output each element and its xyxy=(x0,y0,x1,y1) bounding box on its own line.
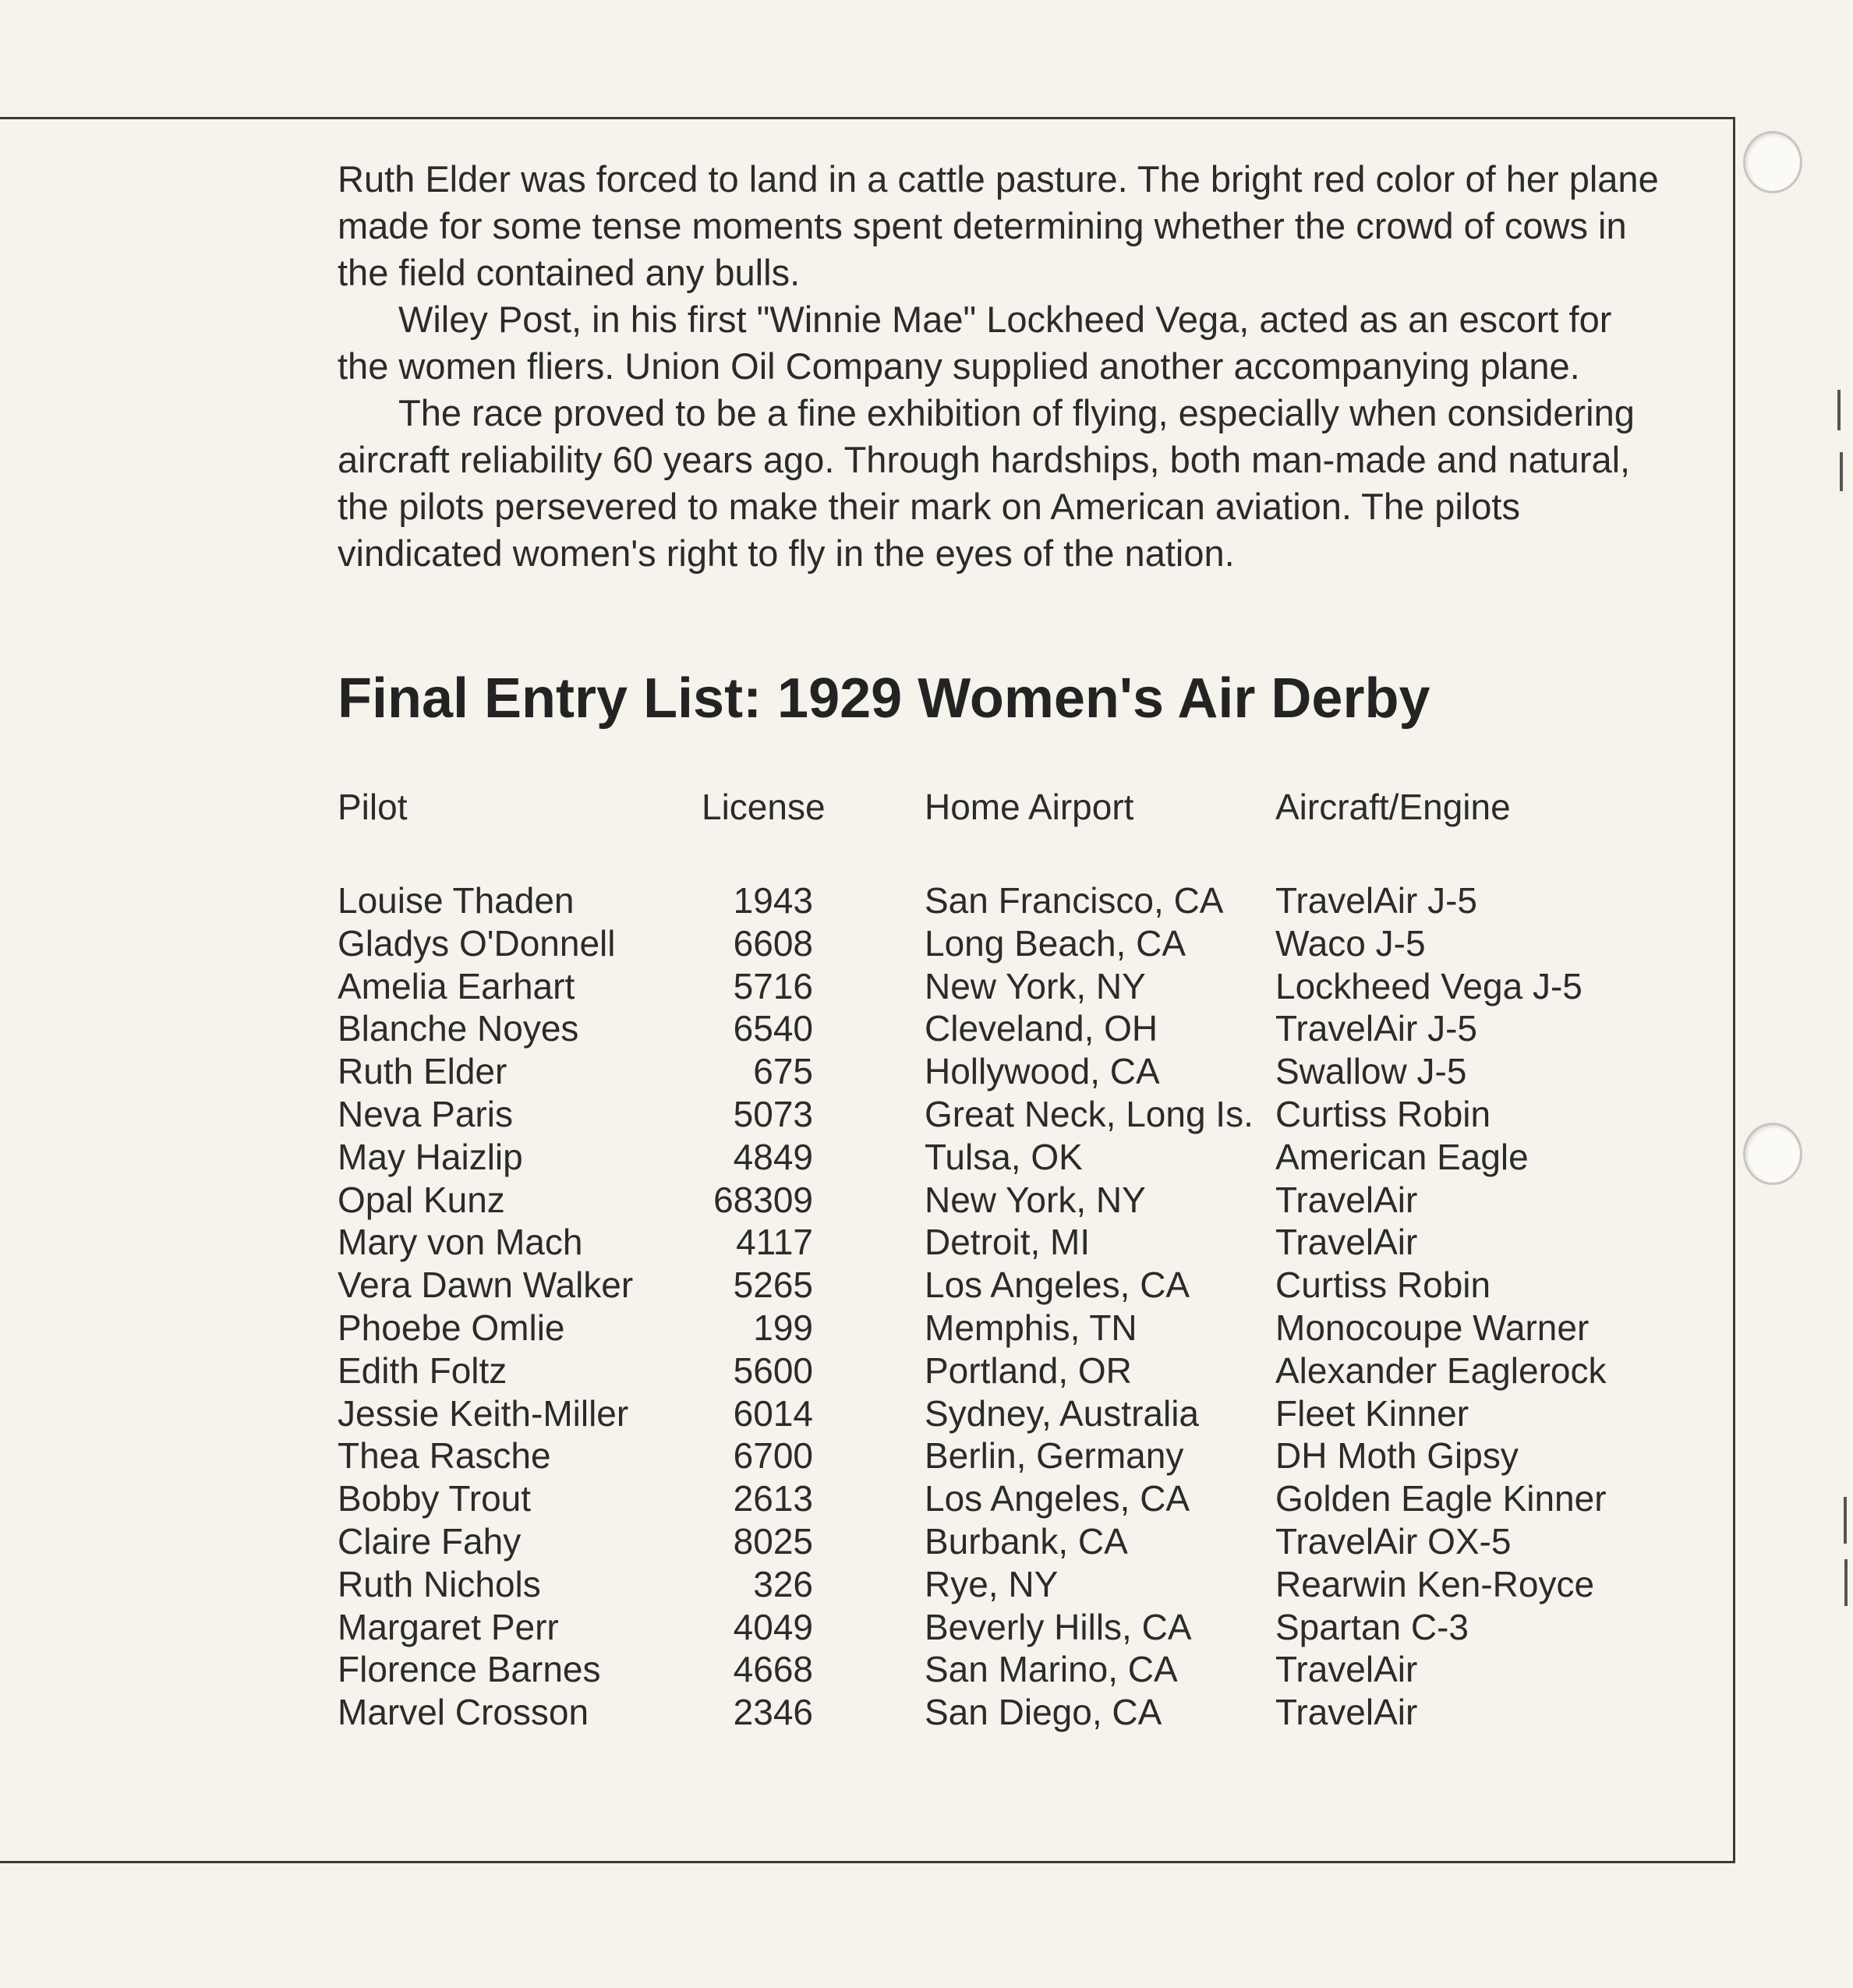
cell-pilot: Opal Kunz xyxy=(338,1179,505,1220)
cell-pilot: May Haizlip xyxy=(338,1136,523,1177)
column-header-airport: Home Airport xyxy=(925,787,1134,827)
cell-airport: San Marino, CA xyxy=(925,1649,1178,1690)
cell-license: 675 xyxy=(753,1051,813,1092)
cell-airport: Long Beach, CA xyxy=(925,922,1186,964)
cell-airport: San Francisco, CA xyxy=(925,880,1224,921)
cell-pilot: Blanche Noyes xyxy=(338,1008,579,1049)
cell-license: 2346 xyxy=(733,1692,813,1733)
edge-mark xyxy=(1844,1497,1847,1544)
cell-airport: Rye, NY xyxy=(925,1563,1059,1604)
cell-pilot: Mary von Mach xyxy=(338,1222,583,1263)
cell-airport: Sydney, Australia xyxy=(925,1392,1200,1434)
cell-license: 6608 xyxy=(733,922,813,964)
edge-mark xyxy=(1840,452,1843,491)
cell-license: 4049 xyxy=(733,1606,813,1647)
cell-pilot: Phoebe Omlie xyxy=(338,1307,565,1348)
cell-airport: Los Angeles, CA xyxy=(925,1265,1190,1306)
cell-airport: Berlin, Germany xyxy=(925,1435,1184,1477)
cell-aircraft: TravelAir xyxy=(1275,1222,1418,1263)
cell-license: 4117 xyxy=(736,1222,813,1263)
paragraph: Ruth Elder was forced to land in a cattle pasture. The bright red color of her plane made for some tense moments spent determining whether the crowd of cows in the field contained any bulls. xyxy=(338,158,1659,293)
cell-license: 199 xyxy=(753,1307,813,1348)
cell-airport: Memphis, TN xyxy=(925,1307,1137,1348)
cell-license: 5073 xyxy=(733,1093,813,1134)
cell-pilot: Louise Thaden xyxy=(338,880,575,921)
paragraph: Wiley Post, in his first "Winnie Mae" Lockheed Vega, acted as an escort for the women fliers. Union Oil Company supplied another accompanying plane. xyxy=(338,299,1612,387)
cell-license: 1943 xyxy=(733,880,813,921)
cell-license: 2613 xyxy=(733,1478,813,1519)
cell-aircraft: Monocoupe Warner xyxy=(1275,1307,1590,1348)
cell-aircraft: Curtiss Robin xyxy=(1275,1265,1491,1306)
cell-license: 5600 xyxy=(733,1350,813,1391)
cell-license: 5716 xyxy=(733,965,813,1006)
cell-aircraft: TravelAir J-5 xyxy=(1275,880,1477,921)
cell-aircraft: Golden Eagle Kinner xyxy=(1275,1478,1607,1519)
paragraph: The race proved to be a fine exhibition of flying, especially when considering aircraft reliability 60 years ago. Through hardships, both man-made and natural, the pilots persevered to make their mark on American aviation. The pilots vindicated women's right to fly in the eyes of the nation. xyxy=(338,392,1635,574)
cell-license: 6014 xyxy=(733,1392,813,1434)
cell-aircraft: TravelAir xyxy=(1275,1179,1418,1220)
cell-license: 4668 xyxy=(733,1649,813,1690)
cell-aircraft: Fleet Kinner xyxy=(1275,1392,1469,1434)
cell-license: 326 xyxy=(753,1563,813,1604)
cell-airport: New York, NY xyxy=(925,1179,1146,1220)
cell-pilot: Bobby Trout xyxy=(338,1478,532,1519)
column-header-pilot: Pilot xyxy=(338,787,408,827)
cell-aircraft: American Eagle xyxy=(1275,1136,1529,1177)
body-text xyxy=(338,156,1663,577)
cell-aircraft: TravelAir xyxy=(1275,1649,1418,1690)
cell-aircraft: TravelAir OX-5 xyxy=(1275,1520,1512,1562)
cell-license: 5265 xyxy=(733,1265,813,1306)
edge-mark xyxy=(1844,1559,1848,1606)
cell-pilot: Ruth Nichols xyxy=(338,1563,541,1604)
cell-license: 6540 xyxy=(733,1008,813,1049)
cell-pilot: Claire Fahy xyxy=(338,1520,522,1562)
cell-pilot: Marvel Crosson xyxy=(338,1692,589,1733)
cell-pilot: Ruth Elder xyxy=(338,1051,507,1092)
column-header-license: License xyxy=(702,787,826,827)
cell-airport: Portland, OR xyxy=(925,1350,1132,1391)
cell-aircraft: DH Moth Gipsy xyxy=(1275,1435,1519,1477)
cell-pilot: Gladys O'Donnell xyxy=(338,922,616,964)
cell-airport: New York, NY xyxy=(925,965,1146,1006)
cell-aircraft: Spartan C-3 xyxy=(1275,1606,1469,1647)
cell-pilot: Vera Dawn Walker xyxy=(338,1265,634,1306)
column-header-aircraft: Aircraft/Engine xyxy=(1275,787,1511,827)
cell-airport: Beverly Hills, CA xyxy=(925,1606,1192,1647)
cell-airport: Tulsa, OK xyxy=(925,1136,1083,1177)
cell-aircraft: TravelAir J-5 xyxy=(1275,1008,1477,1049)
cell-license: 6700 xyxy=(733,1435,813,1477)
cell-airport: Great Neck, Long Is. xyxy=(925,1093,1254,1134)
cell-pilot: Jessie Keith-Miller xyxy=(338,1392,629,1434)
binder-hole xyxy=(1743,131,1802,193)
cell-airport: Cleveland, OH xyxy=(925,1008,1158,1049)
cell-airport: Los Angeles, CA xyxy=(925,1478,1190,1519)
cell-pilot: Thea Rasche xyxy=(338,1435,551,1477)
cell-aircraft: Alexander Eaglerock xyxy=(1275,1350,1607,1391)
cell-pilot: Edith Foltz xyxy=(338,1350,507,1391)
cell-airport: San Diego, CA xyxy=(925,1692,1162,1733)
cell-airport: Detroit, MI xyxy=(925,1222,1091,1263)
cell-license: 8025 xyxy=(733,1520,813,1562)
cell-pilot: Margaret Perr xyxy=(338,1606,559,1647)
cell-pilot: Amelia Earhart xyxy=(338,965,575,1006)
cell-airport: Burbank, CA xyxy=(925,1520,1128,1562)
section-heading: Final Entry List: 1929 Women's Air Derby xyxy=(338,667,1430,730)
binder-hole xyxy=(1743,1123,1802,1185)
cell-aircraft: Curtiss Robin xyxy=(1275,1093,1491,1134)
cell-license: 4849 xyxy=(733,1136,813,1177)
cell-aircraft: Lockheed Vega J-5 xyxy=(1275,965,1582,1006)
cell-airport: Hollywood, CA xyxy=(925,1051,1160,1092)
cell-license: 68309 xyxy=(713,1179,813,1220)
cell-aircraft: TravelAir xyxy=(1275,1692,1418,1733)
cell-pilot: Florence Barnes xyxy=(338,1649,601,1690)
cell-aircraft: Waco J-5 xyxy=(1275,922,1426,964)
cell-aircraft: Swallow J-5 xyxy=(1275,1051,1467,1092)
cell-aircraft: Rearwin Ken-Royce xyxy=(1275,1563,1595,1604)
edge-mark xyxy=(1837,390,1841,430)
cell-pilot: Neva Paris xyxy=(338,1093,513,1134)
